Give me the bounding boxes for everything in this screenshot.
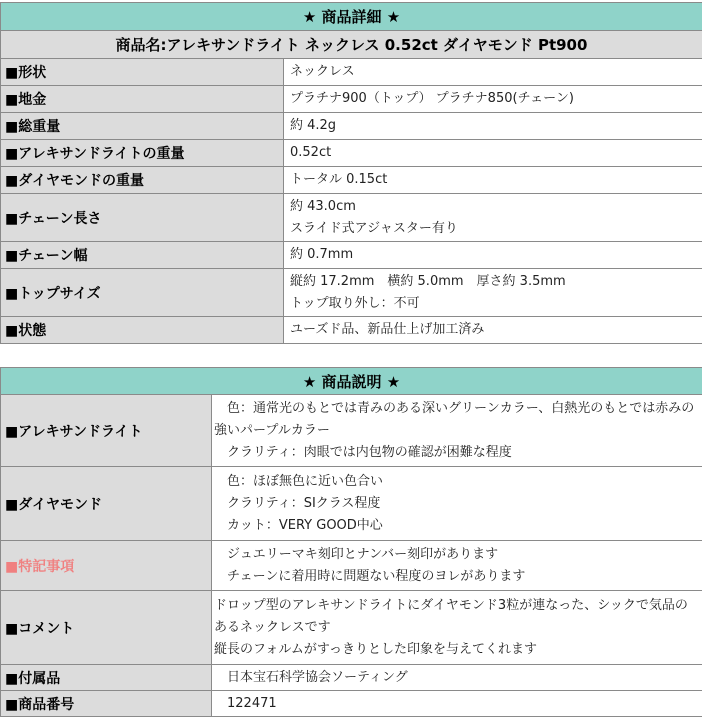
desc-value-item-number: 122471 bbox=[212, 691, 702, 717]
desc-label-item-number: ■商品番号 bbox=[1, 691, 212, 717]
detail-label-metal: ■地金 bbox=[1, 86, 284, 113]
detail-row-alexandrite-weight bbox=[1, 140, 702, 167]
desc-row-alexandrite bbox=[1, 395, 702, 467]
desc-row-comment bbox=[1, 591, 702, 665]
product-description-table bbox=[0, 367, 702, 717]
description-header: ★ 商品説明 ★ bbox=[1, 368, 702, 395]
description-header-row bbox=[1, 368, 702, 395]
detail-label-total-weight: ■総重量 bbox=[1, 113, 284, 140]
detail-row-metal bbox=[1, 86, 702, 113]
detail-label-shape: ■形状 bbox=[1, 59, 284, 86]
detail-label-top-size: ■トップサイズ bbox=[1, 269, 284, 317]
detail-value-metal: プラチナ900（トップ） プラチナ850(チェーン) bbox=[284, 86, 702, 113]
desc-label-diamond: ■ダイヤモンド bbox=[1, 467, 212, 541]
desc-value-diamond: 色：ほぼ無色に近い色合い クラリティ：SIクラス程度 カット：VERY GOOD中心 bbox=[212, 467, 702, 541]
detail-value-chain-width: 約 0.7mm bbox=[284, 242, 702, 269]
detail-row-top-size bbox=[1, 269, 702, 317]
desc-row-accessories bbox=[1, 665, 702, 691]
desc-label-special-notes: ■特記事項 bbox=[1, 541, 212, 591]
product-details-table bbox=[0, 2, 702, 344]
product-name: 商品名:アレキサンドライト ネックレス 0.52ct ダイヤモンド Pt900 bbox=[1, 31, 702, 59]
desc-value-accessories: 日本宝石科学協会ソーティング bbox=[212, 665, 702, 691]
detail-label-alexandrite-weight: ■アレキサンドライトの重量 bbox=[1, 140, 284, 167]
detail-row-chain-length bbox=[1, 194, 702, 242]
detail-row-diamond-weight bbox=[1, 167, 702, 194]
detail-label-diamond-weight: ■ダイヤモンドの重量 bbox=[1, 167, 284, 194]
detail-row-shape bbox=[1, 59, 702, 86]
desc-value-special-notes: ジュエリーマキ刻印とナンバー刻印があります チェーンに着用時に問題ない程度のヨレがあります bbox=[212, 541, 702, 591]
detail-value-shape: ネックレス bbox=[284, 59, 702, 86]
desc-value-comment: ドロップ型のアレキサンドライトにダイヤモンド3粒が連なった、シックで気品のあるネックレスです 縦長のフォルムがすっきりとした印象を与えてくれます bbox=[212, 591, 702, 665]
desc-value-alexandrite: 色：通常光のもとでは青みのある深いグリーンカラー、白熱光のもとでは赤みの強いパープルカラー クラリティ：肉眼では内包物の確認が困難な程度 bbox=[212, 395, 702, 467]
detail-row-total-weight bbox=[1, 113, 702, 140]
detail-label-chain-length: ■チェーン長さ bbox=[1, 194, 284, 242]
desc-row-item-number bbox=[1, 691, 702, 717]
desc-label-alexandrite: ■アレキサンドライト bbox=[1, 395, 212, 467]
desc-row-diamond bbox=[1, 467, 702, 541]
detail-value-total-weight: 約 4.2g bbox=[284, 113, 702, 140]
desc-label-comment: ■コメント bbox=[1, 591, 212, 665]
detail-value-condition: ユーズド品、新品仕上げ加工済み bbox=[284, 317, 702, 344]
product-name-row bbox=[1, 31, 702, 59]
detail-label-chain-width: ■チェーン幅 bbox=[1, 242, 284, 269]
details-header-row bbox=[1, 3, 702, 31]
detail-value-diamond-weight: トータル 0.15ct bbox=[284, 167, 702, 194]
details-header: ★ 商品詳細 ★ bbox=[1, 3, 702, 31]
desc-label-accessories: ■付属品 bbox=[1, 665, 212, 691]
detail-value-top-size: 縦約 17.2mm 横約 5.0mm 厚さ約 3.5mm トップ取り外し：不可 bbox=[284, 269, 702, 317]
desc-row-special-notes bbox=[1, 541, 702, 591]
detail-value-chain-length: 約 43.0cm スライド式アジャスター有り bbox=[284, 194, 702, 242]
detail-row-condition bbox=[1, 317, 702, 344]
detail-value-alexandrite-weight: 0.52ct bbox=[284, 140, 702, 167]
detail-row-chain-width bbox=[1, 242, 702, 269]
detail-label-condition: ■状態 bbox=[1, 317, 284, 344]
